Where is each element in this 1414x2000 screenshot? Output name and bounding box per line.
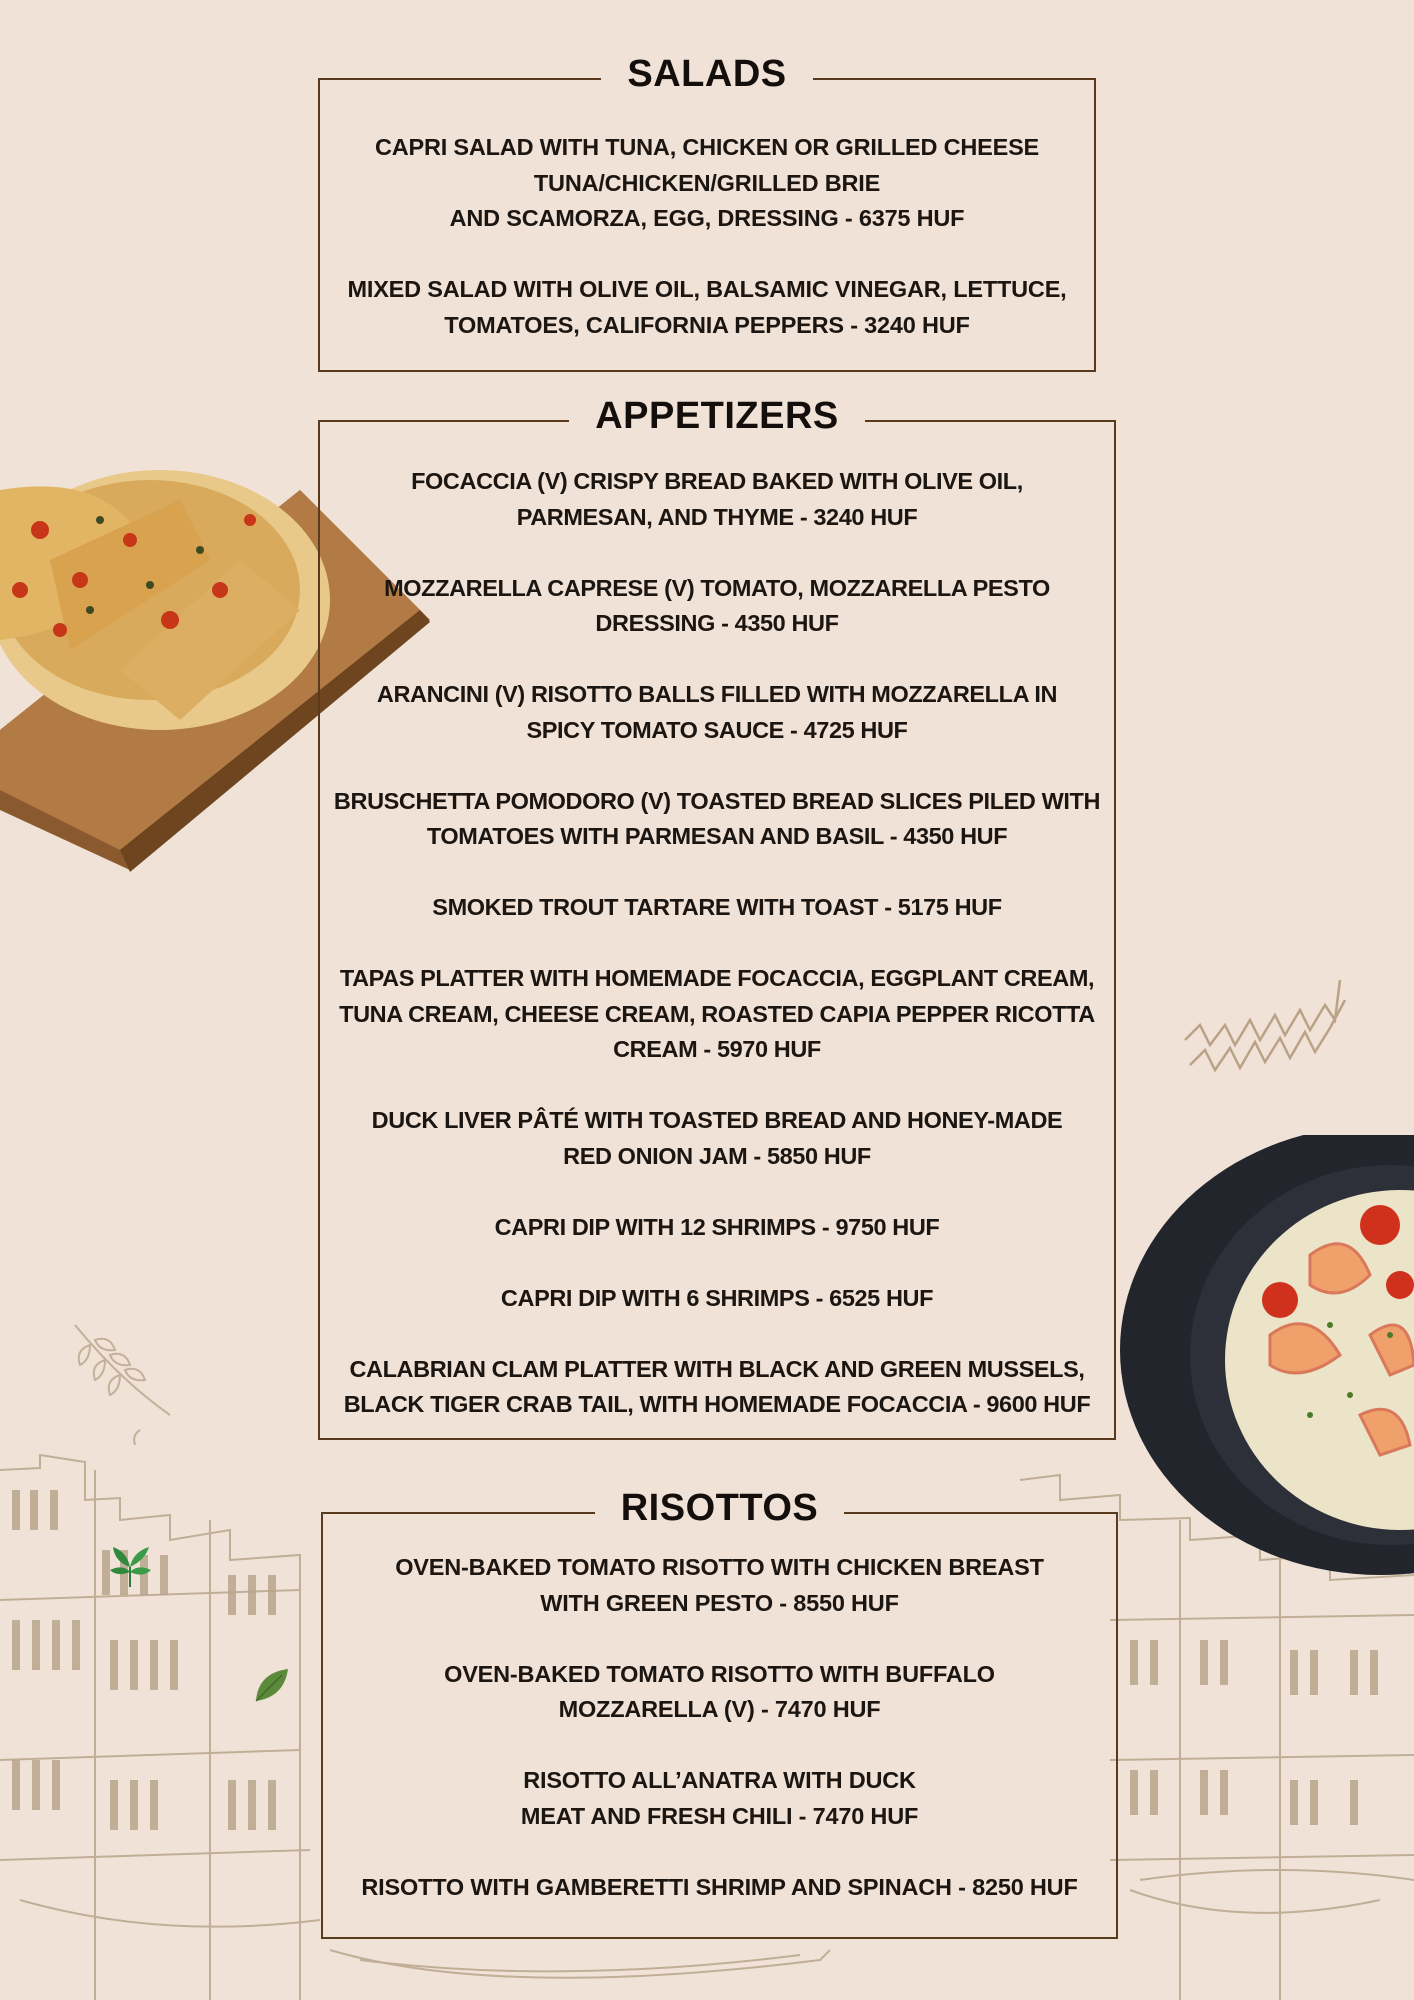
menu-item: SMOKED TROUT TARTARE WITH TOAST - 5175 HUF bbox=[432, 894, 1002, 920]
salads-title: SALADS bbox=[601, 53, 812, 95]
menu-item: TAPAS PLATTER WITH HOMEMADE FOCACCIA, EGGPLANT CREAM, TUNA CREAM, CHEESE CREAM, ROASTED CAPIA PEPPER RICOTTA CREAM - 5970 HUF bbox=[339, 965, 1095, 1062]
menu-item: ARANCINI (V) RISOTTO BALLS FILLED WITH MOZZARELLA IN SPICY TOMATO SAUCE - 4725 HUF bbox=[376, 681, 1058, 743]
risottos-section bbox=[321, 1487, 1118, 1939]
menu-item: CAPRI DIP WITH 12 SHRIMPS - 9750 HUF bbox=[494, 1213, 940, 1240]
wheat-sprig-icon bbox=[70, 1320, 180, 1450]
menu-item: DUCK LIVER PÂTÉ WITH TOASTED BREAD AND HONEY-MADE RED ONION JAM - 5850 HUF bbox=[371, 1107, 1063, 1169]
menu-item: CALABRIAN CLAM PLATTER WITH BLACK AND GREEN MUSSELS, BLACK TIGER CRAB TAIL, WITH HOMEMADE FOCACCIA - 9600 HUF bbox=[343, 1355, 1091, 1417]
menu-item: FOCACCIA (V) CRISPY BREAD BAKED WITH OLIVE OIL, PARMESAN, AND THYME - 3240 HUF bbox=[411, 468, 1023, 530]
menu-item: CAPRI DIP WITH 6 SHRIMPS - 6525 HUF bbox=[500, 1284, 934, 1311]
menu-item: OVEN-BAKED TOMATO RISOTTO WITH BUFFALO MOZZARELLA (V) - 7470 HUF bbox=[444, 1660, 995, 1722]
zigzag-decoration bbox=[1180, 970, 1350, 1080]
menu-item: BRUSCHETTA POMODORO (V) TOASTED BREAD SLICES PILED WITH TOMATOES WITH PARMESAN AND BASIL - 4350 HUF bbox=[333, 787, 1101, 849]
leaf-icon bbox=[252, 1665, 292, 1705]
menu-item: OVEN-BAKED TOMATO RISOTTO WITH CHICKEN BREAST WITH GREEN PESTO - 8550 HUF bbox=[395, 1554, 1044, 1616]
menu-item: RISOTTO ALL’ANATRA WITH DUCK MEAT AND FRESH CHILI - 7470 HUF bbox=[520, 1767, 919, 1829]
salads-list bbox=[320, 130, 1094, 343]
appetizers-title: APPETIZERS bbox=[569, 395, 865, 437]
appetizers-list bbox=[320, 464, 1114, 1423]
salads-section bbox=[318, 53, 1096, 372]
menu-item: CAPRI SALAD WITH TUNA, CHICKEN OR GRILLED CHEESE TUNA/CHICKEN/GRILLED BRIE AND SCAMORZA, EGG, DRESSING - 6375 HUF bbox=[374, 134, 1040, 231]
risottos-title: RISOTTOS bbox=[595, 1487, 845, 1529]
basil-leaf-icon bbox=[105, 1542, 155, 1592]
menu-item: RISOTTO WITH GAMBERETTI SHRIMP AND SPINACH - 8250 HUF bbox=[361, 1873, 1078, 1900]
risotto-photo bbox=[1110, 1135, 1414, 1590]
risottos-list bbox=[323, 1550, 1116, 1905]
menu-item: MIXED SALAD WITH OLIVE OIL, BALSAMIC VINEGAR, LETTUCE, TOMATOES, CALIFORNIA PEPPERS - 3240 HUF bbox=[347, 276, 1067, 338]
menu-item: MOZZARELLA CAPRESE (V) TOMATO, MOZZARELLA PESTO DRESSING - 4350 HUF bbox=[384, 574, 1050, 636]
appetizers-section bbox=[318, 395, 1116, 1440]
